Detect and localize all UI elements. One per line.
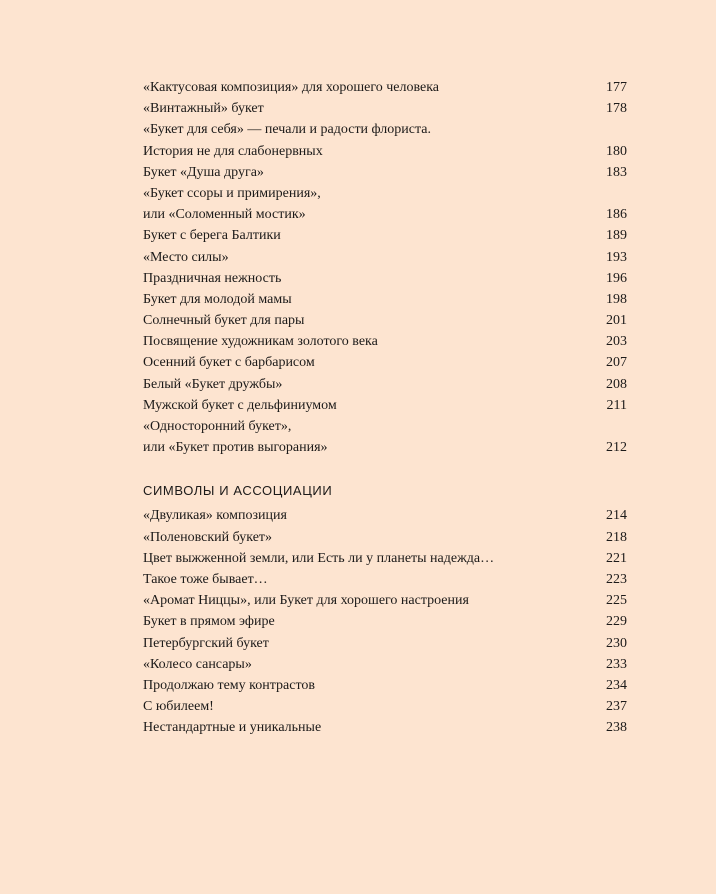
toc-entry-title: «Винтажный» букет xyxy=(143,101,264,117)
toc-entry[interactable] xyxy=(143,162,627,183)
toc-entry-page: 223 xyxy=(606,571,627,587)
toc-entry[interactable] xyxy=(143,331,627,352)
toc-entry-title: «Место силы» xyxy=(143,249,229,265)
toc-entry[interactable] xyxy=(143,675,627,696)
toc-entry[interactable] xyxy=(143,98,627,119)
toc-entry[interactable] xyxy=(143,119,627,140)
toc-entry-page: 198 xyxy=(606,291,627,307)
toc-entry[interactable] xyxy=(143,611,627,632)
toc-entry-title: С юбилеем! xyxy=(143,699,214,715)
toc-entry[interactable] xyxy=(143,225,627,246)
toc-entry[interactable] xyxy=(143,633,627,654)
toc-entry[interactable] xyxy=(143,505,627,526)
toc-entry-title: Букет с берега Балтики xyxy=(143,228,281,244)
toc-entry-page: 189 xyxy=(606,228,627,244)
toc-entry[interactable] xyxy=(143,654,627,675)
toc-entry-title: Продолжаю тему контрастов xyxy=(143,677,316,693)
toc-entry-page: 212 xyxy=(606,440,627,456)
toc-entry-title: История не для слабонервных xyxy=(143,143,323,159)
toc-entry-page: 214 xyxy=(606,508,627,524)
toc-entry[interactable] xyxy=(143,569,627,590)
toc-entry[interactable] xyxy=(143,416,627,437)
toc-entry-title: Осенний букет с барбарисом xyxy=(143,355,315,371)
toc-entry-title: Посвящение художникам золотого века xyxy=(143,334,378,350)
toc-entry-title: Мужской букет с дельфиниумом xyxy=(143,397,337,413)
toc-entry-page: 203 xyxy=(606,334,627,350)
toc-entry-title: Петербургский букет xyxy=(143,635,269,651)
toc-entry-title: Букет в прямом эфире xyxy=(143,614,275,630)
toc-entry[interactable] xyxy=(143,527,627,548)
toc-entry-title: Белый «Букет дружбы» xyxy=(143,376,283,392)
toc-entry-title: «Односторонний букет», xyxy=(143,419,292,434)
toc-entry[interactable] xyxy=(143,395,627,416)
toc-section-symbols xyxy=(143,505,627,738)
toc-entry-title: или «Букет против выгорания» xyxy=(143,440,328,456)
toc-entry-title: Такое тоже бывает… xyxy=(143,571,268,587)
toc-entry-title: Букет для молодой мамы xyxy=(143,291,292,307)
toc-entry-page: 208 xyxy=(606,376,627,392)
toc-entry-page: 225 xyxy=(606,593,627,609)
toc-entry-title: или «Соломенный мостик» xyxy=(143,207,306,223)
toc-entry-title: «Букет для себя» — печали и радости флориста. xyxy=(143,122,431,138)
toc-entry[interactable] xyxy=(143,352,627,373)
section-heading: СИМВОЛЫ И АССОЦИАЦИИ xyxy=(143,483,333,499)
toc-entry[interactable] xyxy=(143,548,627,569)
toc-entry-page: 221 xyxy=(606,550,627,566)
toc-entry-page: 180 xyxy=(606,143,627,159)
toc-entry[interactable] xyxy=(143,590,627,611)
toc-entry[interactable] xyxy=(143,141,627,162)
toc-entry-title: «Двуликая» композиция xyxy=(143,508,287,524)
toc-entry-title: Солнечный букет для пары xyxy=(143,313,305,329)
toc-entry[interactable] xyxy=(143,696,627,717)
toc-entry-title: Праздничная нежность xyxy=(143,270,282,286)
toc-entry-title: «Букет ссоры и примирения», xyxy=(143,185,321,201)
toc-entry[interactable] xyxy=(143,289,627,310)
toc-entry-page: 234 xyxy=(606,677,627,693)
toc-entry-page: 183 xyxy=(606,164,627,180)
toc-entry-page: 178 xyxy=(606,101,627,117)
toc-entry-page: 207 xyxy=(606,355,627,371)
toc-entry-page: 237 xyxy=(606,699,627,715)
toc-entry-page: 238 xyxy=(606,720,627,736)
toc-entry[interactable] xyxy=(143,77,627,98)
toc-entry-title: Букет «Душа друга» xyxy=(143,164,264,180)
toc-entry[interactable] xyxy=(143,374,627,395)
toc-entry-page: 229 xyxy=(606,614,627,630)
toc-entry-title: «Поленовский букет» xyxy=(143,529,273,545)
toc-entry-title: «Аромат Ниццы», или Букет для хорошего настроения xyxy=(143,593,469,609)
toc-entry[interactable] xyxy=(143,310,627,331)
toc-entry-page: 196 xyxy=(606,270,627,286)
toc-entry[interactable] xyxy=(143,183,627,204)
toc-entry-page: 218 xyxy=(606,529,627,545)
toc-entry-page: 230 xyxy=(606,635,627,651)
toc-entry[interactable] xyxy=(143,247,627,268)
toc-entry-page: 177 xyxy=(606,80,627,95)
toc-entry-title: «Кактусовая композиция» для хорошего человека xyxy=(143,80,440,95)
toc-entry-page: 211 xyxy=(606,397,627,413)
toc-entry[interactable] xyxy=(143,204,627,225)
toc-entry-page: 201 xyxy=(606,313,627,329)
toc-entry-page: 186 xyxy=(606,207,627,223)
toc-entry-page: 193 xyxy=(606,249,627,265)
toc-entry[interactable] xyxy=(143,268,627,289)
toc-entry[interactable] xyxy=(143,437,627,458)
toc-entry-title: Нестандартные и уникальные xyxy=(143,720,322,736)
toc-entry-page: 233 xyxy=(606,656,627,672)
table-of-contents xyxy=(143,77,627,738)
toc-entry[interactable] xyxy=(143,717,627,738)
toc-entry-title: «Колесо сансары» xyxy=(143,656,252,672)
toc-section-bouquets xyxy=(143,77,627,458)
toc-entry-title: Цвет выжженной земли, или Есть ли у планеты надежда… xyxy=(143,550,495,566)
